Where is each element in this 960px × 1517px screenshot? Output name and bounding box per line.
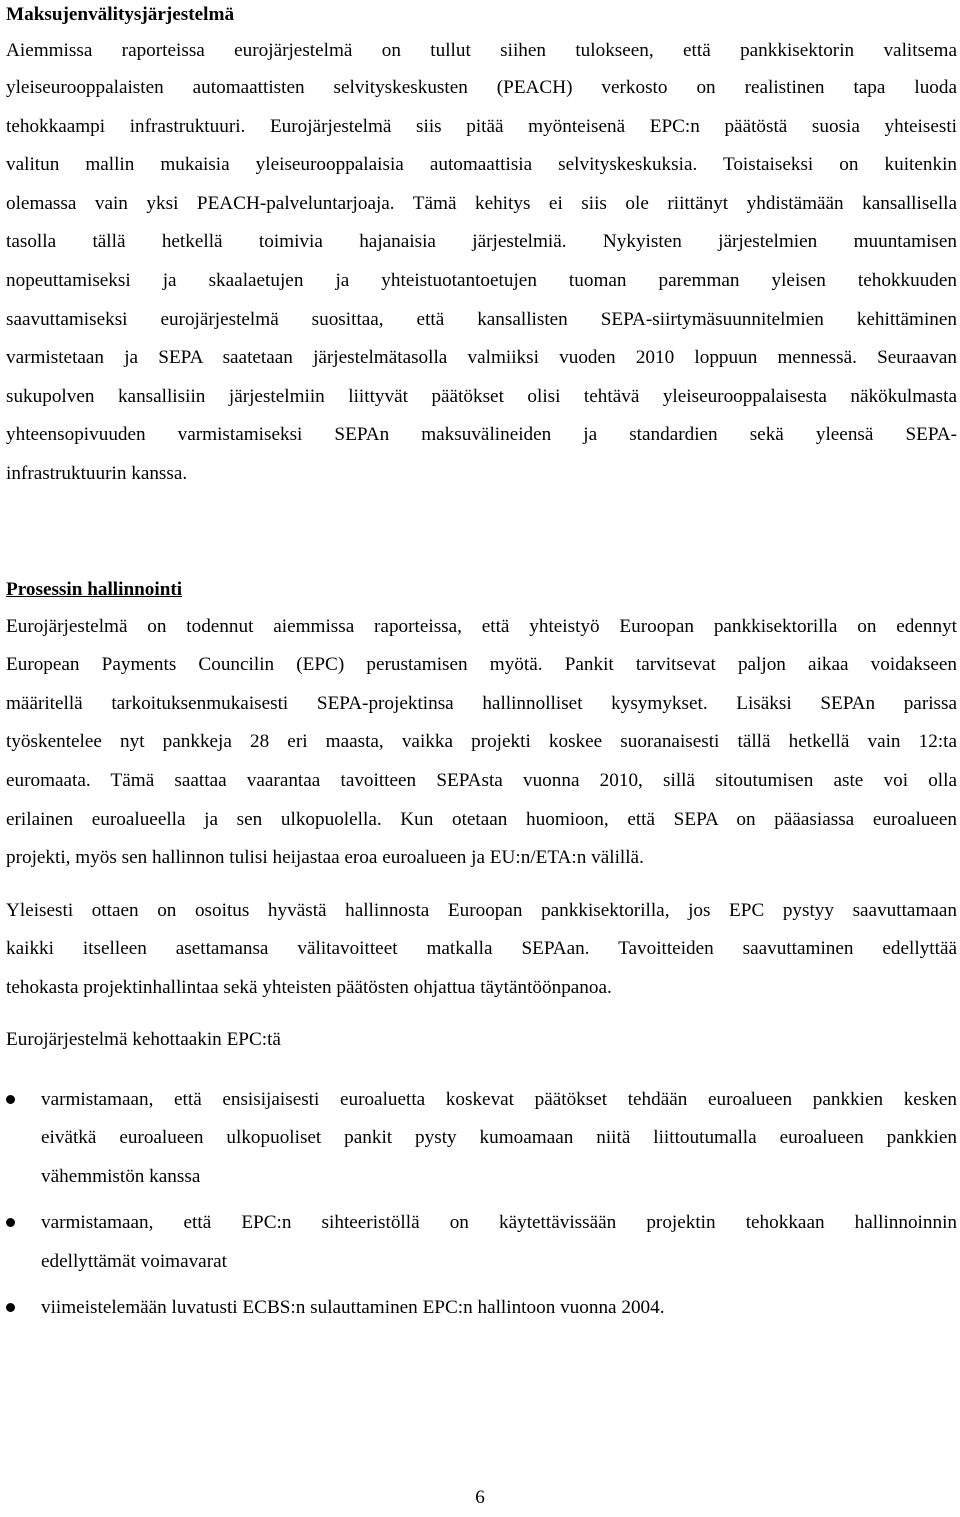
section-heading-prosessin-hallinnointi: Prosessin hallinnointi xyxy=(6,579,183,600)
paragraph-line: yhteensopivuuden varmistamiseksi SEPAn maksuvälineiden ja standardien sekä yleensä SEPA- xyxy=(6,424,957,445)
bullet-line: varmistamaan, että EPC:n sihteeristöllä on käytettävissään projektin tehokkaan hallinnoinnin xyxy=(41,1212,957,1233)
paragraph-line: kaikki itselleen asettamansa välitavoitteet matkalla SEPAan. Tavoitteiden saavuttaminen edellyttää xyxy=(6,938,957,959)
paragraph-line: sukupolven kansallisiin järjestelmiin liittyvät päätökset olisi tehtävä yleiseurooppalaisesta näkökulmasta xyxy=(6,386,957,407)
paragraph-line: nopeuttamiseksi ja skaalaetujen ja yhteistuotantoetujen tuoman paremman yleisen tehokkuuden xyxy=(6,270,957,291)
bullet-line: vähemmistön kanssa xyxy=(41,1166,201,1187)
paragraph-line: Aiemmissa raporteissa eurojärjestelmä on tullut siihen tulokseen, että pankkisektorin valitsema xyxy=(6,40,957,61)
paragraph-intro-bullets: Eurojärjestelmä kehottaakin EPC:tä xyxy=(6,1029,281,1050)
paragraph-line: määritellä tarkoituksenmukaisesti SEPA-projektinsa hallinnolliset kysymykset. Lisäksi SEPAn parissa xyxy=(6,693,957,714)
bullet-dot-icon xyxy=(6,1203,18,1242)
paragraph-line: tehokasta projektinhallintaa sekä yhteisten päätösten ohjattua täytäntöönpanoa. xyxy=(6,977,612,998)
bullet-line: edellyttämät voimavarat xyxy=(41,1251,227,1272)
bullet-dot-icon xyxy=(6,1288,18,1327)
paragraph-line: infrastruktuurin kanssa. xyxy=(6,463,188,484)
bullet-line: varmistamaan, että ensisijaisesti euroaluetta koskevat päätökset tehdään euroalueen pankkien kesken xyxy=(41,1089,957,1110)
section-heading-maksujenvalitys: Maksujenvälitysjärjestelmä xyxy=(6,4,235,25)
paragraph-line: työskentelee nyt pankkeja 28 eri maasta, vaikka projekti koskee suoranaisesti tällä hetkellä vain 12:ta xyxy=(6,731,957,752)
paragraph-line: saavuttamiseksi eurojärjestelmä suosittaa, että kansallisten SEPA-siirtymäsuunnitelmien kehittäminen xyxy=(6,309,957,330)
bullet-dot-icon xyxy=(6,1080,18,1119)
bullet-line: eivätkä euroalueen ulkopuoliset pankit pysty kumoamaan niitä liittoutumalla euroalueen pankkien xyxy=(41,1127,957,1148)
paragraph-line: tehokkaampi infrastruktuuri. Eurojärjestelmä siis pitää myönteisenä EPC:n päätöstä suosia yhteisesti xyxy=(6,116,957,137)
paragraph-line: projekti, myös sen hallinnon tulisi heijastaa eroa euroalueen ja EU:n/ETA:n välillä. xyxy=(6,847,644,868)
paragraph-line: varmistetaan ja SEPA saatetaan järjestelmätasolla valmiiksi vuoden 2010 loppuun mennessä. Seuraavan xyxy=(6,347,957,368)
paragraph-line: yleiseurooppalaisten automaattisten selvityskeskusten (PEACH) verkosto on realistinen tapa luoda xyxy=(6,77,957,98)
paragraph-line: olemassa vain yksi PEACH-palveluntarjoaja. Tämä kehitys ei siis ole riittänyt yhdistämään kansallisella xyxy=(6,193,957,214)
paragraph-line: European Payments Councilin (EPC) perustamisen myötä. Pankit tarvitsevat paljon aikaa voidakseen xyxy=(6,654,957,675)
paragraph-line: tasolla tällä hetkellä toimivia hajanaisia järjestelmiä. Nykyisten järjestelmien muuntamisen xyxy=(6,231,957,252)
page-number: 6 xyxy=(475,1487,485,1508)
paragraph-line: Yleisesti ottaen on osoitus hyvästä hallinnosta Euroopan pankkisektorilla, jos EPC pystyy saavuttamaan xyxy=(6,900,957,921)
bullet-line: viimeistelemään luvatusti ECBS:n sulauttaminen EPC:n hallintoon vuonna 2004. xyxy=(41,1297,665,1318)
paragraph-line: valitun mallin mukaisia yleiseurooppalaisia automaattisia selvityskeskuksia. Toistaiseksi on kuitenkin xyxy=(6,154,957,175)
paragraph-line: erilainen euroalueella ja sen ulkopuolella. Kun otetaan huomioon, että SEPA on pääasiassa euroalueen xyxy=(6,809,957,830)
paragraph-line: euromaata. Tämä saattaa vaarantaa tavoitteen SEPAsta vuonna 2010, sillä sitoutumisen aste voi olla xyxy=(6,770,957,791)
paragraph-line: Eurojärjestelmä on todennut aiemmissa raporteissa, että yhteistyö Euroopan pankkisektorilla on edennyt xyxy=(6,616,957,637)
